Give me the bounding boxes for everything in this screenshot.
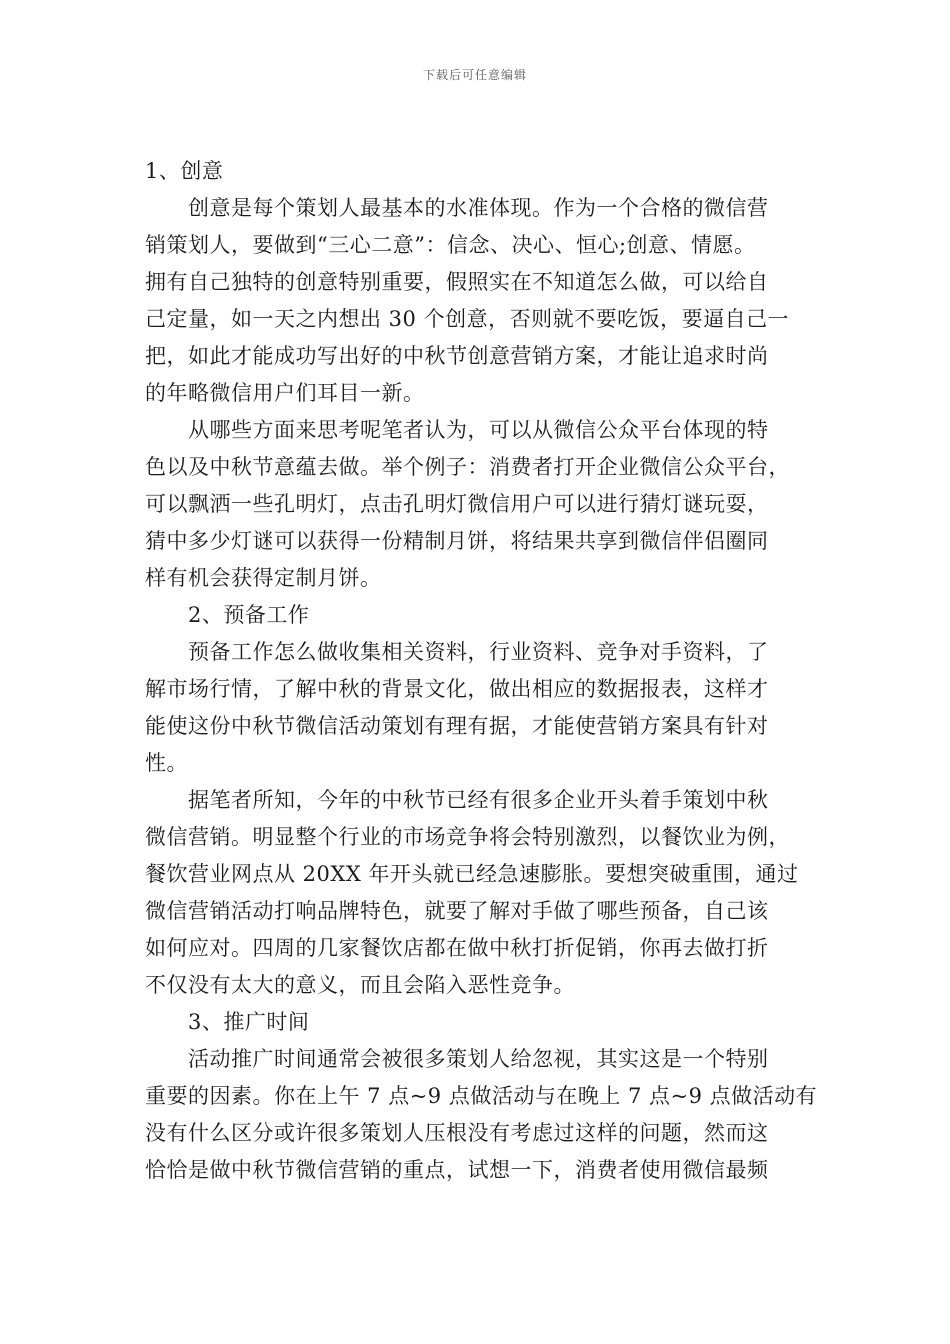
paragraph-line: 样有机会获得定制月饼。 (145, 566, 382, 590)
paragraph-line: 销策划人，要做到“三心二意”：信念、决心、恒心;创意、情愿。 (145, 233, 756, 257)
document-body (145, 153, 818, 1189)
paragraph-line: 创意是每个策划人最基本的水准体现。作为一个合格的微信营 (188, 196, 769, 220)
paragraph-line: 性。 (145, 751, 188, 775)
paragraph-line: 可以飘洒一些孔明灯，点击孔明灯微信用户可以进行猜灯谜玩耍， (145, 492, 769, 516)
paragraph-line: 把，如此才能成功写出好的中秋节创意营销方案，才能让追求时尚 (145, 344, 769, 368)
paragraph-line: 如何应对。四周的几家餐饮店都在做中秋打折促销，你再去做打折 (145, 936, 769, 960)
paragraph-line: 猜中多少灯谜可以获得一份精制月饼，将结果共享到微信伴侣圈同 (145, 529, 769, 553)
paragraph-line: 微信营销。明显整个行业的市场竞争将会特别激烈，以餐饮业为例， (145, 825, 790, 849)
paragraph-line: 没有什么区分或许很多策划人压根没有考虑过这样的问题，然而这 (145, 1121, 769, 1145)
paragraph-line: 据笔者所知，今年的中秋节已经有很多企业开头着手策划中秋 (188, 788, 769, 812)
paragraph-line: 色以及中秋节意蕴去做。举个例子：消费者打开企业微信公众平台， (145, 455, 790, 479)
paragraph-line: 餐饮营业网点从 20XX 年开头就已经急速膨胀。要想突破重围，通过 (145, 862, 799, 886)
section-heading-preparation: 2、预备工作 (188, 603, 310, 627)
paragraph-line: 活动推广时间通常会被很多策划人给忽视，其实这是一个特别 (188, 1047, 769, 1071)
paragraph-line: 重要的因素。你在上午 7 点~9 点做活动与在晚上 7 点~9 点做活动有 (145, 1084, 818, 1108)
paragraph-line: 己定量，如一天之内想出 30 个创意，否则就不要吃饭，要逼自己一 (145, 307, 790, 331)
paragraph-line: 的年略微信用户们耳目一新。 (145, 381, 425, 405)
paragraph-line: 不仅没有太大的意义，而且会陷入恶性竞争。 (145, 973, 575, 997)
paragraph-line: 预备工作怎么做收集相关资料，行业资料、竞争对手资料，了 (188, 640, 769, 664)
section-heading-promotion-time: 3、推广时间 (188, 1010, 310, 1034)
paragraph-line: 从哪些方面来思考呢笔者认为，可以从微信公众平台体现的特 (188, 418, 769, 442)
paragraph-line: 能使这份中秋节微信活动策划有理有据，才能使营销方案具有针对 (145, 714, 769, 738)
paragraph-line: 微信营销活动打响品牌特色，就要了解对手做了哪些预备，自己该 (145, 899, 769, 923)
page-header: 下载后可任意编辑 (422, 68, 527, 82)
paragraph-line: 恰恰是做中秋节微信营销的重点，试想一下，消费者使用微信最频 (145, 1158, 769, 1182)
paragraph-line: 拥有自己独特的创意特别重要，假照实在不知道怎么做，可以给自 (145, 270, 769, 294)
paragraph-line: 解市场行情，了解中秋的背景文化，做出相应的数据报表，这样才 (145, 677, 769, 701)
section-heading-creativity: 1、创意 (145, 159, 224, 183)
